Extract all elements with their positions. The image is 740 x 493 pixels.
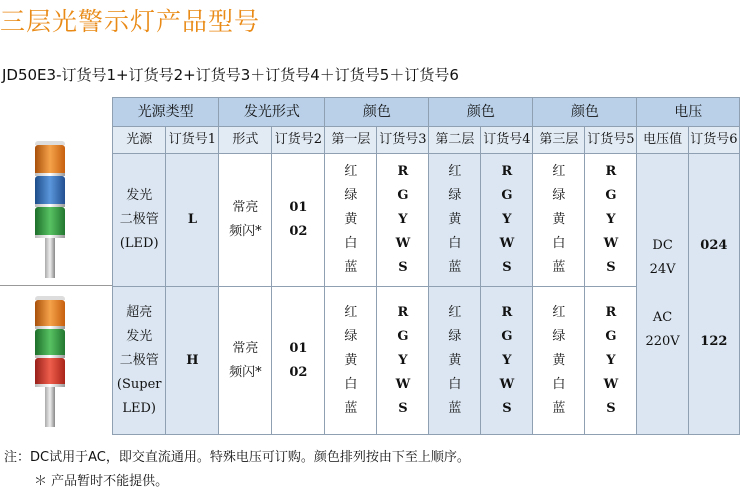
sub-code5: 订货号5 (585, 127, 637, 154)
color-code-list: R G Y W S (481, 154, 533, 287)
table-header-row (113, 98, 740, 127)
code2-cell: 01 02 (272, 154, 325, 287)
sub-code2: 订货号2 (272, 127, 325, 154)
header-emit-form: 发光形式 (219, 98, 325, 127)
header-color-1: 颜色 (325, 98, 429, 127)
sub-code3: 订货号3 (377, 127, 429, 154)
table-row (113, 154, 740, 287)
code1-cell: H (166, 287, 219, 435)
table-subheader-row (113, 127, 740, 154)
voltage-code-cell: 024 122 (688, 154, 739, 435)
color-list: 红 绿 黄 白 蓝 (325, 154, 377, 287)
source-cell: 超亮 发光 二极管 (Super LED) (113, 287, 166, 435)
color-code-list: R G Y W S (377, 287, 429, 435)
color-list: 红 绿 黄 白 蓝 (533, 154, 585, 287)
header-color-2: 颜色 (429, 98, 533, 127)
footnote-voltage: 注：DC试用于AC，即交直流通用。特殊电压可订购。颜色排列按由下至上顺序。 (4, 450, 470, 465)
sub-layer3: 第三层 (533, 127, 585, 154)
header-voltage: 电压 (637, 98, 740, 127)
color-code-list: R G Y W S (481, 287, 533, 435)
tower-light-icon (35, 296, 65, 427)
lamp-image-led (0, 97, 112, 285)
form-cell: 常亮 频闪* (219, 154, 272, 287)
tower-light-icon (35, 141, 65, 278)
lamp-images (0, 97, 112, 433)
sub-layer1: 第一层 (325, 127, 377, 154)
header-light-type: 光源类型 (113, 98, 219, 127)
spec-table (112, 97, 740, 435)
code2-cell: 01 02 (272, 287, 325, 435)
code1-cell: L (166, 154, 219, 287)
footnote-availability: ＊ 产品暂时不能提供。 (34, 474, 169, 489)
sub-voltage-value: 电压值 (637, 127, 688, 154)
color-code-list: R G Y W S (585, 287, 637, 435)
form-cell: 常亮 频闪* (219, 287, 272, 435)
color-code-list: R G Y W S (377, 154, 429, 287)
sub-code4: 订货号4 (481, 127, 533, 154)
sub-source: 光源 (113, 127, 166, 154)
header-color-3: 颜色 (533, 98, 637, 127)
source-cell: 发光 二极管 (LED) (113, 154, 166, 287)
color-list: 红 绿 黄 白 蓝 (325, 287, 377, 435)
sub-form: 形式 (219, 127, 272, 154)
page-title: 三层光警示灯产品型号 (0, 7, 261, 36)
sub-code1: 订货号1 (166, 127, 219, 154)
sub-layer2: 第二层 (429, 127, 481, 154)
color-code-list: R G Y W S (585, 154, 637, 287)
color-list: 红 绿 黄 白 蓝 (429, 154, 481, 287)
lamp-image-super-led (0, 285, 112, 434)
voltage-value-cell: DC 24V AC 220V (637, 154, 688, 435)
sub-code6: 订货号6 (688, 127, 739, 154)
color-list: 红 绿 黄 白 蓝 (429, 287, 481, 435)
order-code-formula: JD50E3-订货号1+订货号2+订货号3＋订货号4＋订货号5＋订货号6 (2, 66, 459, 84)
color-list: 红 绿 黄 白 蓝 (533, 287, 585, 435)
